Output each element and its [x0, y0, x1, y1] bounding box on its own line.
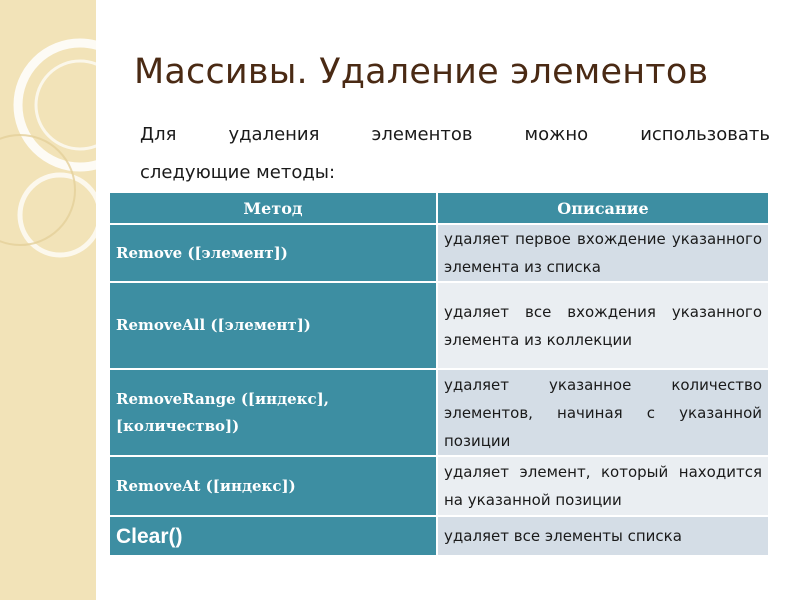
description-clear: удаляет все элементы списка: [437, 516, 768, 556]
method-removeall: RemoveAll ([элемент]): [110, 282, 437, 369]
method-removeat: RemoveAt ([индекс]): [110, 456, 437, 516]
header-method: Метод: [110, 193, 437, 224]
table-row: [110, 224, 768, 282]
decorative-side-panel: [0, 0, 96, 600]
header-description: Описание: [437, 193, 768, 224]
table-row: [110, 516, 768, 556]
description-removeall: удаляет все вхождения указанного элемента из коллекции: [437, 282, 768, 369]
method-clear: Clear(): [110, 516, 437, 556]
decorative-circles: [0, 0, 96, 600]
intro-line-1: Для удаления элементов можно использовать: [140, 124, 770, 145]
table-row: [110, 282, 768, 369]
table-row: [110, 369, 768, 456]
description-removeat: удаляет элемент, который находится на указанной позиции: [437, 456, 768, 516]
intro-line-2: следующие методы:: [140, 162, 336, 183]
description-removerange: удаляет указанное количество элементов, начиная с указанной позиции: [437, 369, 768, 456]
table-row: [110, 456, 768, 516]
method-removerange: RemoveRange ([индекс], [количество]): [110, 369, 437, 456]
method-remove: Remove ([элемент]): [110, 224, 437, 282]
description-remove: удаляет первое вхождение указанного элемента из списка: [437, 224, 768, 282]
slide-title: Массивы. Удаление элементов: [134, 52, 709, 92]
intro-text: [140, 116, 770, 192]
table-header-row: [110, 193, 768, 224]
methods-table: [110, 193, 768, 557]
